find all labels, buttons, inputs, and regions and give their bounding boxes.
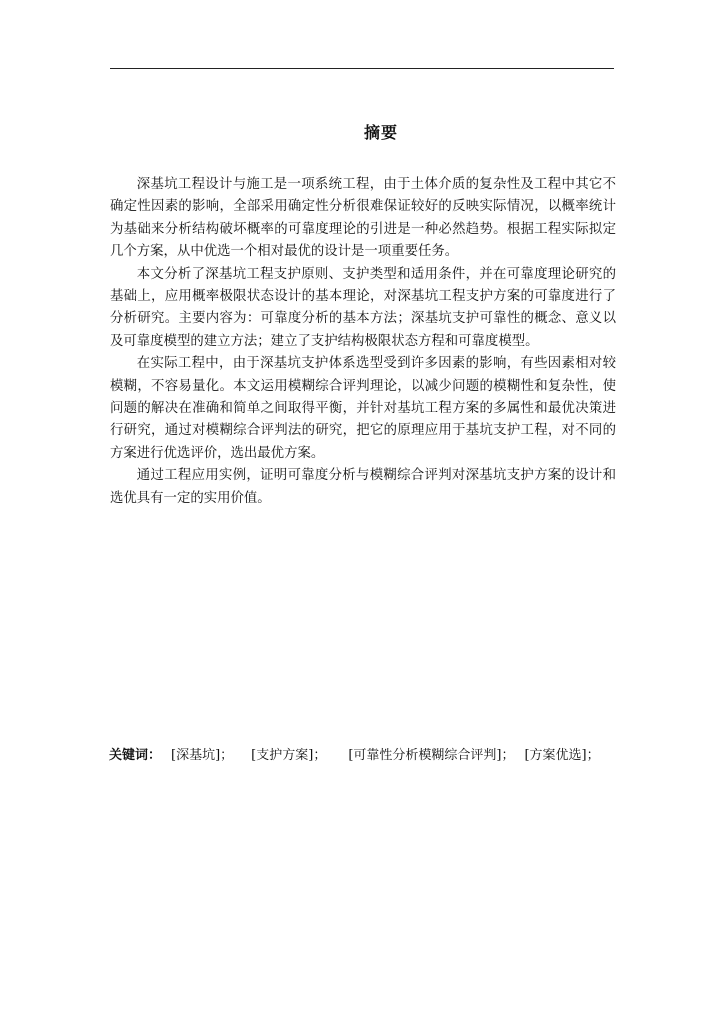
abstract-paragraph-3: 在实际工程中，由于深基坑支护体系选型受到许多因素的影响，有些因素相对较模糊，不容易量化。本文运用模糊综合评判理论，以减少问题的模糊性和复杂性，使问题的解决在准确和简单之间取得平衡，并针对基坑工程方案的多属性和最优决策进行研究，通过对模糊综合评判法的研究，把它的原理应用于基坑支护工程，对不同的方案进行优选评价，选出最优方案。 bbox=[110, 356, 616, 461]
keyword-item: [方案优选]； bbox=[524, 748, 600, 763]
abstract-paragraph-1: 深基坑工程设计与施工是一项系统工程，由于土体介质的复杂性及工程中其它不确定性因素的影响，全部采用确定性分析很难保证较好的反映实际情况，以概率统计为基础来分析结构破坏概率的可靠度理论的引进是一种必然趋势。根据工程实际拟定几个方案，从中优选一个相对最优的设计是一项重要任务。 bbox=[110, 177, 616, 260]
keywords-label: 关键词： bbox=[109, 748, 162, 763]
page-title: 摘要 bbox=[363, 123, 398, 142]
keyword-item: [支护方案]； bbox=[251, 748, 327, 763]
abstract-body bbox=[110, 174, 616, 510]
keyword-item: [可靠性分析模糊综合评判]； bbox=[348, 748, 515, 763]
keywords-line bbox=[109, 746, 619, 766]
abstract-paragraph-2: 本文分析了深基坑工程支护原则、支护类型和适用条件，并在可靠度理论研究的基础上，应用概率极限状态设计的基本理论，对深基坑工程支护方案的可靠度进行了分析研究。主要内容为：可靠度分析的基本方法；深基坑支护可靠性的概念、意义以及可靠度模型的建立方法；建立了支护结构极限状态方程和可靠度模型。 bbox=[110, 266, 616, 349]
keyword-item: [深基坑]； bbox=[171, 748, 234, 763]
abstract-paragraph-4: 通过工程应用实例，证明可靠度分析与模糊综合评判对深基坑支护方案的设计和选优具有一定的实用价值。 bbox=[110, 468, 616, 506]
header-rule bbox=[110, 68, 614, 69]
